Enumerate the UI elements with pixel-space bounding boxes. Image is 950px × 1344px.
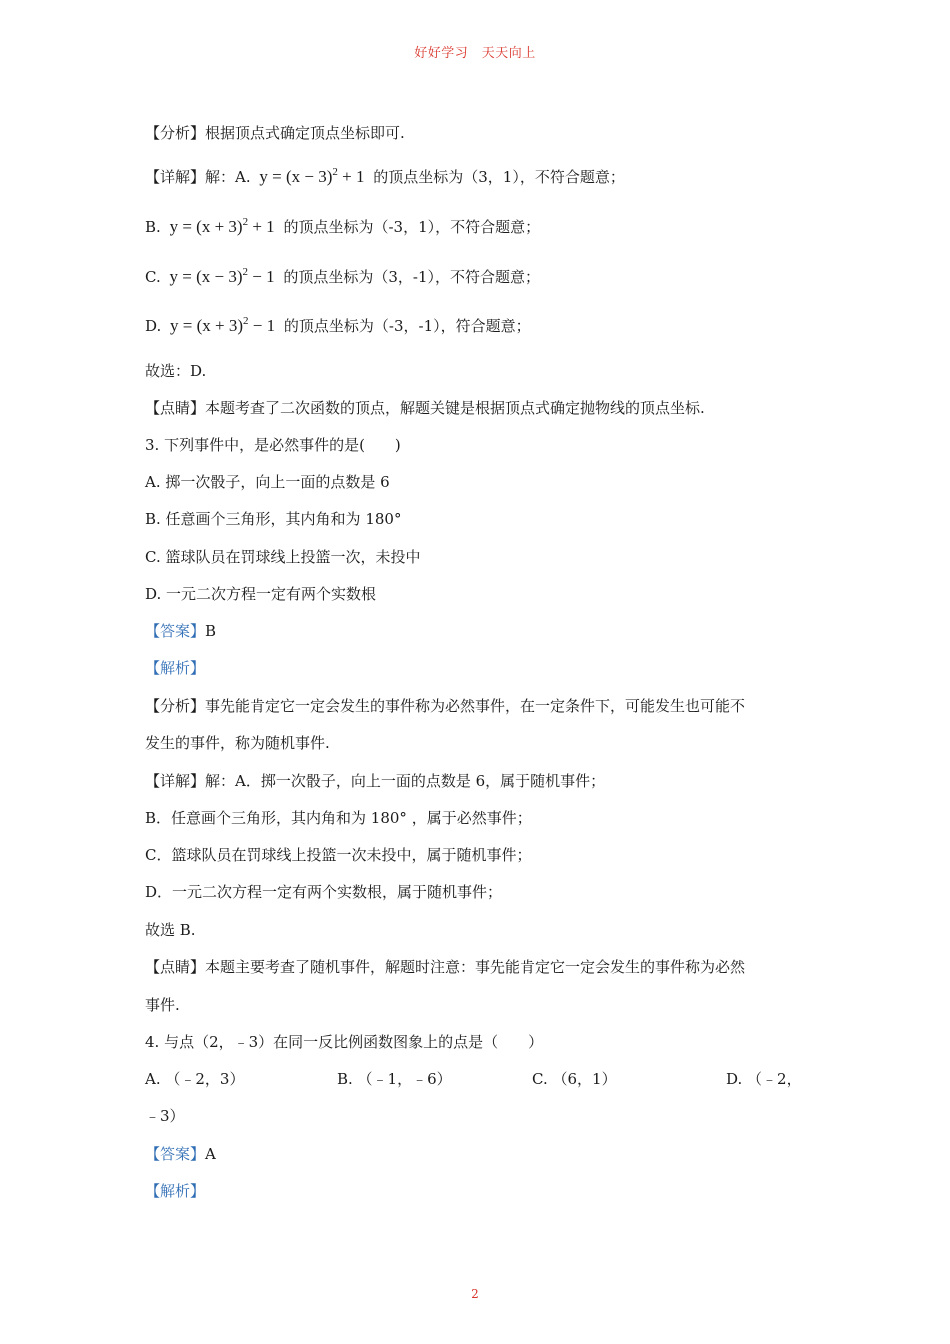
formula-c: $y = (x - 3)^2 - 1$ [169,266,275,286]
answer-value: A [205,1145,216,1163]
detail-option-b [145,216,540,238]
detail-c-text: 的顶点坐标为（3，-1），不符合题意； [283,268,541,286]
option-d-label: D. [145,317,162,335]
detail-3-a: 【详解】解：A．掷一次骰子，向上一面的点数是 6，属于随机事件； [145,772,606,790]
answer-tag: 【答案】 [145,622,206,640]
question-3-option-b: B. 任意画个三角形，其内角和为 180° [145,510,402,528]
comment-line: 【点睛】本题考查了二次函数的顶点，解题关键是根据顶点式确定抛物线的顶点坐标. [145,399,705,417]
page-number: 2 [471,1287,479,1301]
formula-d: $y = (x + 3)^2 - 1$ [170,315,276,335]
detail-option-a [145,166,625,188]
question-3-option-d: D. 一元二次方程一定有两个实数根 [145,585,377,603]
detail-b-text: 的顶点坐标为（-3，1），不符合题意； [283,218,541,236]
comment-3-line-2: 事件. [145,996,180,1014]
answer-4 [145,1143,216,1165]
answer-tag: 【答案】 [145,1145,206,1163]
question-4-option-d: D. （﹣2， [726,1070,802,1088]
question-3-option-a: A. 掷一次骰子，向上一面的点数是 6 [145,473,390,491]
choose-3: 故选 B. [145,921,196,939]
question-3-option-c: C. 篮球队员在罚球线上投篮一次，未投中 [145,548,421,566]
analysis-line: 【分析】根据顶点式确定顶点坐标即可. [145,124,405,142]
formula-b: $y = (x + 3)^2 + 1$ [169,216,275,236]
detail-3-c: C．篮球队员在罚球线上投篮一次未投中，属于随机事件； [145,846,532,864]
comment-3-line-1: 【点睛】本题主要考查了随机事件，解题时注意：事先能肯定它一定会发生的事件称为必然 [145,958,746,976]
question-4-option-a: A. （﹣2，3） [145,1070,245,1088]
question-4: 4. 与点（2，﹣3）在同一反比例函数图象上的点是（ ） [145,1033,544,1051]
jiexi-tag-3: 【解析】 [145,659,206,677]
answer-value: B [205,622,217,640]
choose-line: 故选：D. [145,362,207,380]
formula-a: $y = (x - 3)^2 + 1$ [259,166,365,186]
detail-3-b: B．任意画个三角形，其内角和为 180° ，属于必然事件； [145,809,532,827]
question-4-option-d-cont: ﹣3） [145,1107,185,1125]
question-4-option-b: B. （﹣1，﹣6） [337,1070,452,1088]
answer-3 [145,620,216,642]
detail-option-d [145,315,531,337]
detail-3-d: D．一元二次方程一定有两个实数根，属于随机事件； [145,883,503,901]
detail-option-c [145,266,540,288]
detail-a-text: 的顶点坐标为（3，1），不符合题意； [373,168,625,186]
question-3: 3. 下列事件中，是必然事件的是( ) [145,436,401,454]
detail-label: 【详解】解：A. [145,168,251,186]
question-4-option-c: C. （6，1） [532,1070,617,1088]
analysis-3-line-1: 【分析】事先能肯定它一定会发生的事件称为必然事件，在一定条件下，可能发生也可能不 [145,697,746,715]
page-header: 好好学习 天天向上 [414,46,536,61]
analysis-3-line-2: 发生的事件，称为随机事件. [145,734,330,752]
jiexi-tag-4: 【解析】 [145,1182,206,1200]
detail-d-text: 的顶点坐标为（-3，-1），符合题意； [283,317,531,335]
option-b-label: B. [145,218,161,236]
option-c-label: C. [145,268,161,286]
